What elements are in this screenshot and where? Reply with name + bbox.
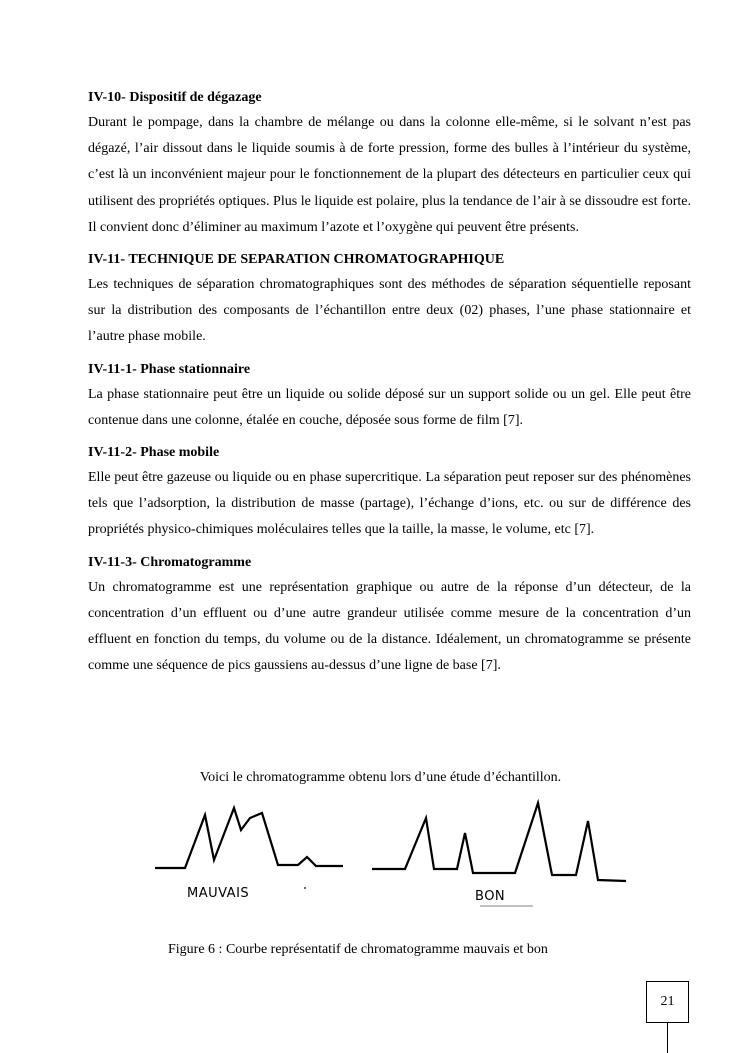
paragraph-technique-separation: Les techniques de séparation chromatographiques sont des méthodes de séparation séquentielle reposant sur la distribution des composants de l’échantillon entre deux (02) phases, l’une phase stationnaire et l’autre phase mobile. [88, 277, 691, 345]
document-body [88, 86, 691, 679]
paragraph-phase-mobile: Elle peut être gazeuse ou liquide ou en phase supercritique. La séparation peut reposer sur des phénomènes tels que l’adsorption, la distribution de masse (partage), l’échange d’ions, etc. ou sur de différence des propriétés physico-chimiques moléculaires telles que la taille, la masse, le volume, etc [7]. [88, 470, 691, 538]
paragraph-phase-stationnaire: La phase stationnaire peut être un liquide ou solide déposé sur un support solide ou un gel. Elle peut être contenue dans une colonne, étalée en couche, déposée sous forme de film [7]. [88, 386, 691, 428]
chromatogram-bad-curve [155, 808, 343, 868]
paragraph-degazage: Durant le pompage, dans la chambre de mélange ou dans la colonne elle-même, si le solvant n’est pas dégazé, l’air dissout dans le liquide soumis à de forte pression, forme des bulles à l’intérieur du système, c’est là un inconvénient majeur pour le fonctionnement de la plupart des détecteurs en particulier ceux qui utilisent des propriétés optiques. Plus le liquide est polaire, plus la tendance de l’air à se dissoudre est forte. Il convient donc d’éliminer au maximum l’azote et l’oxygène qui peuvent être présents. [88, 115, 691, 235]
figure-intro: Voici le chromatogramme obtenu lors d’une étude d’échantillon. [199, 770, 562, 785]
heading-phase-mobile: IV-11-2- Phase mobile [88, 445, 220, 461]
page-number-box [646, 981, 689, 1023]
chromatogram-figure [0, 795, 745, 915]
heading-phase-stationnaire: IV-11-1- Phase stationnaire [88, 361, 251, 377]
stray-dot [304, 887, 306, 889]
label-good: BON [475, 889, 506, 904]
page-number: 21 [660, 994, 675, 1009]
label-bad: MAUVAIS [187, 886, 250, 901]
paragraph-chromatogramme: Un chromatogramme est une représentation graphique ou autre de la réponse d’un détecteur, de la concentration d’un effluent ou d’une autre grandeur utilisée comme mesure de la concentration d’un effluent en fonction du temps, du volume ou de la distance. Idéalement, un chromatogramme se présente comme une séquence de pics gaussiens au-dessus d’une ligne de base [7]. [88, 579, 691, 674]
heading-degazage: IV-10- Dispositif de dégazage [88, 90, 262, 105]
page-number-stem [667, 1023, 668, 1053]
heading-chromatogramme: IV-11-3- Chromatogramme [88, 554, 252, 570]
chromatogram-good-curve [372, 803, 626, 881]
figure-caption: Figure 6 : Courbe représentatif de chromatogramme mauvais et bon [168, 942, 548, 957]
heading-technique-separation: IV-11- TECHNIQUE DE SEPARATION CHROMATOGRAPHIQUE [88, 252, 505, 268]
